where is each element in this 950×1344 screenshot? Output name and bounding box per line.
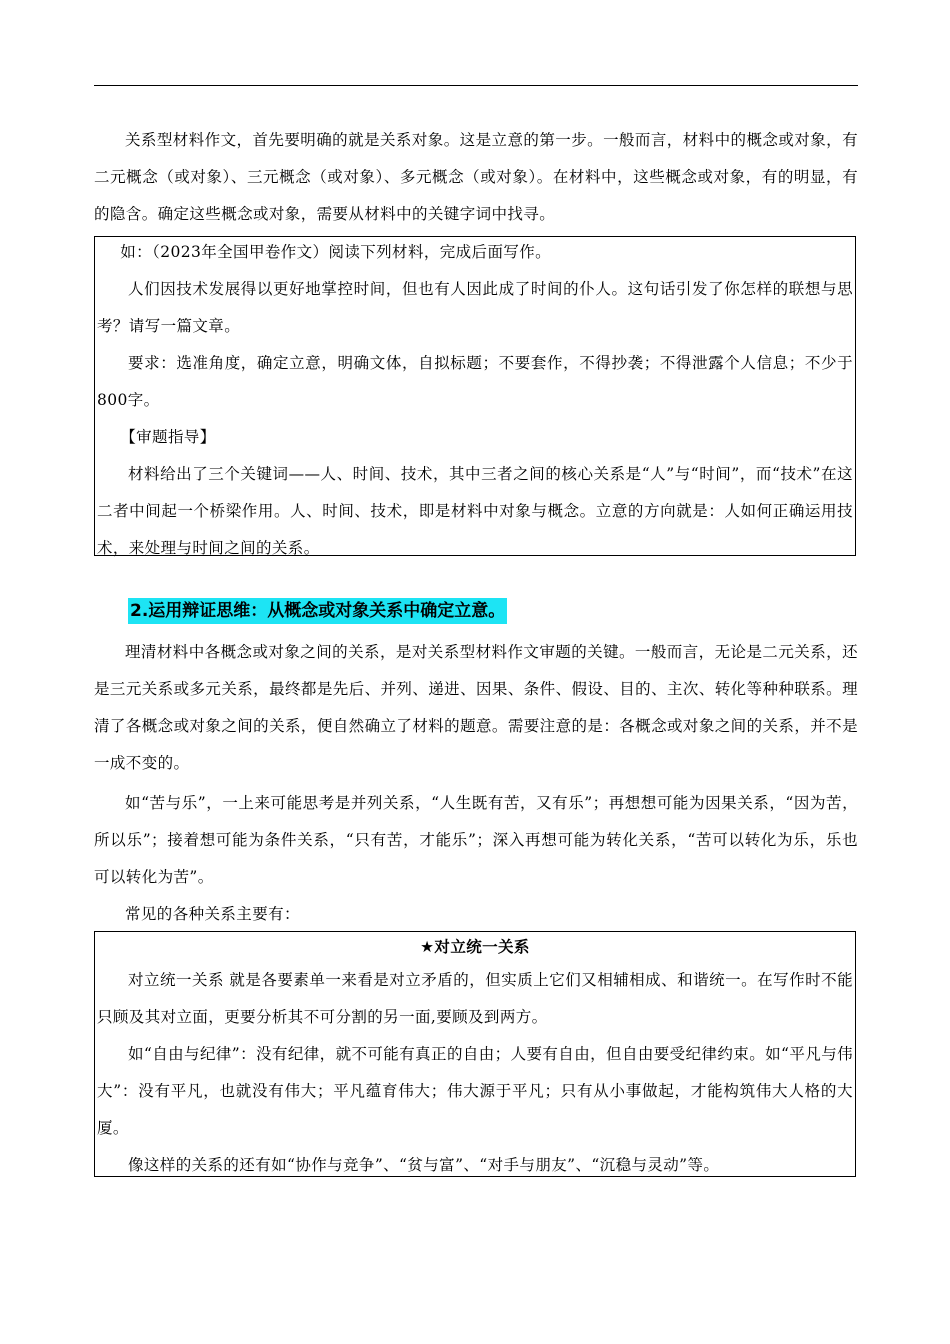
header-rule [94,85,858,86]
relation-p1: 对立统一关系 就是各要素单一来看是对立矛盾的，但实质上它们又相辅相成、和谐统一。在写作时不能只顾及其对立面，更要分析其不可分割的另一面,要顾及到两方。 [97,971,853,1026]
guide-text: 材料给出了三个关键词——人、时间、技术，其中三者之间的核心关系是“人”与“时间”，而“技术”在这二者中间起一个桥梁作用。人、时间、技术，即是材料中对象与概念。立意的方向就是：人如何正确运用技术，来处理与时间之间的关系。 [97,465,853,557]
relation-box [94,931,856,1177]
relation-p2: 如“自由与纪律”：没有纪律，就不可能有真正的自由；人要有自由，但自由要受纪律约束。如“平凡与伟大”：没有平凡，也就没有伟大；平凡蕴育伟大；伟大源于平凡；只有从小事做起，才能构筑伟大人格的大厦。 [97,1045,853,1137]
section2-heading: 2.运用辩证思维：从概念或对象关系中确定立意。 [128,598,507,624]
intro-paragraph: 关系型材料作文，首先要明确的就是关系对象。这是立意的第一步。一般而言，材料中的概念或对象，有二元概念（或对象）、三元概念（或对象）、多元概念（或对象）。在材料中，这些概念或对象，有的明显，有的隐含。确定这些概念或对象，需要从材料中的关键字词中找寻。 [94,131,858,223]
section2-heading-wrap [128,598,507,624]
relation-title: ★对立统一关系 [420,938,530,956]
guide-label: 【审题指导】 [120,428,216,446]
section2-para1: 理清材料中各概念或对象之间的关系，是对关系型材料作文审题的关键。一般而言，无论是二元关系，还是三元关系或多元关系，最终都是先后、并列、递进、因果、条件、假设、目的、主次、转化等种种联系。理清了各概念或对象之间的关系，便自然确立了材料的题意。需要注意的是：各概念或对象之间的关系，并不是一成不变的。 [94,643,858,772]
section2-para2: 如“苦与乐”，一上来可能思考是并列关系，“人生既有苦，又有乐”；再想想可能为因果关系，“因为苦，所以乐”；接着想可能为条件关系，“只有苦，才能乐”；深入再想可能为转化关系，“苦可以转化为乐，乐也可以转化为苦”。 [94,794,858,886]
relation-p3: 像这样的关系的还有如“协作与竞争”、“贫与富”、“对手与朋友”、“沉稳与灵动”等。 [128,1156,720,1174]
section2-para3: 常见的各种关系主要有： [125,905,300,923]
example-intro-line: 如：（2023年全国甲卷作文）阅读下列材料，完成后面写作。 [120,243,552,261]
example-requirements: 要求：选准角度，确定立意，明确文体，自拟标题；不要套作，不得抄袭；不得泄露个人信息；不少于800字。 [97,354,853,409]
example-prompt: 人们因技术发展得以更好地掌控时间，但也有人因此成了时间的仆人。这句话引发了你怎样的联想与思考？请写一篇文章。 [97,280,853,335]
example-box [94,236,856,556]
